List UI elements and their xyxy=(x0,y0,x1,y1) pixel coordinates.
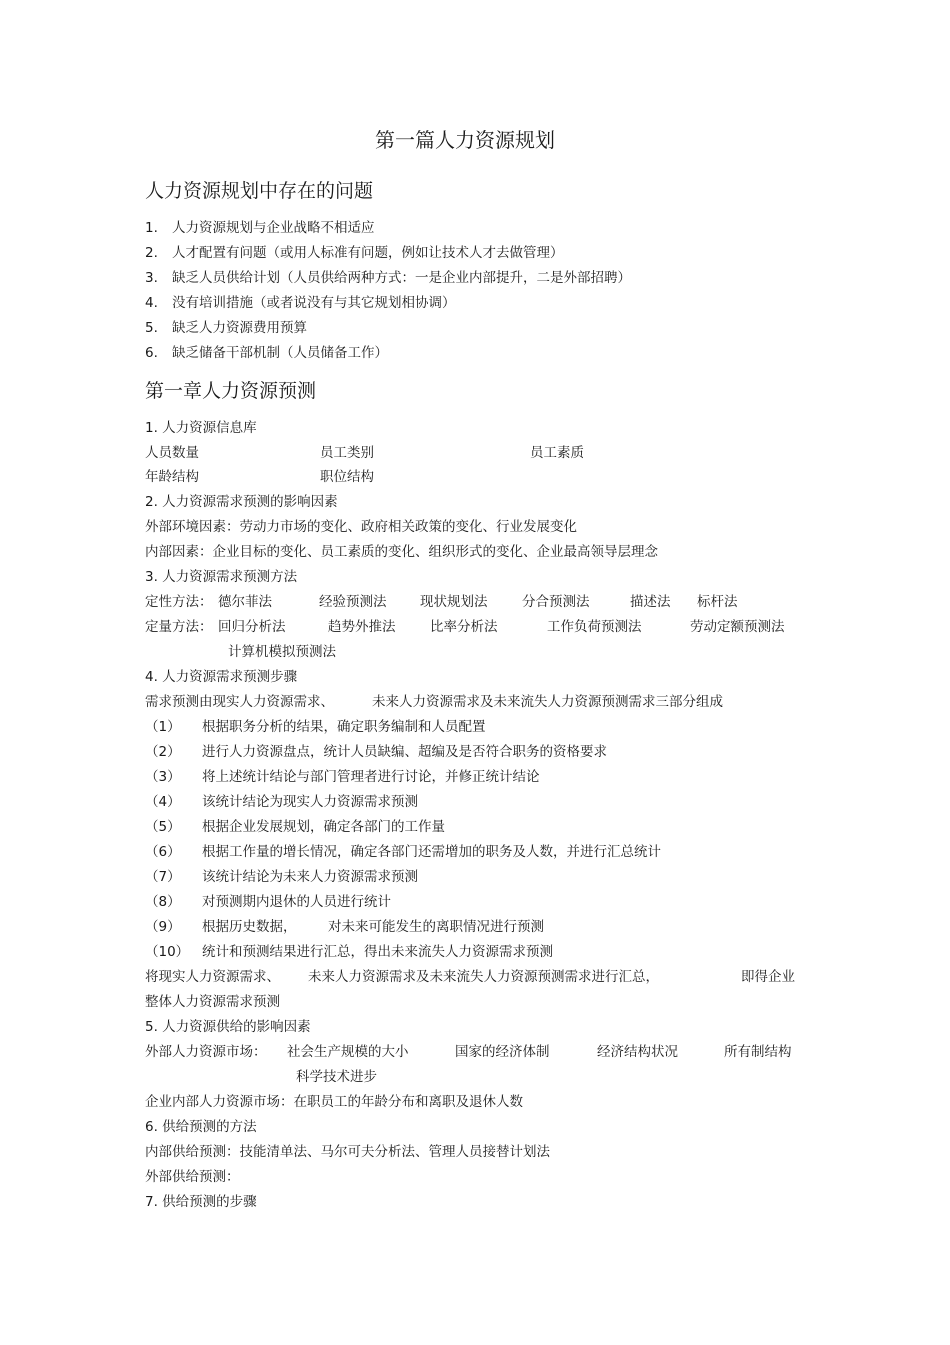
step-item xyxy=(145,892,391,912)
list-text: 缺乏储备干部机制（人员储备工作） xyxy=(172,345,388,361)
step-item xyxy=(145,867,418,887)
factor-label: 外部人力资源市场： xyxy=(145,1044,267,1060)
method-item: 分合预测法 xyxy=(522,594,590,610)
list-item xyxy=(145,293,456,313)
info-field: 员工类别 xyxy=(320,445,374,461)
step-item xyxy=(145,717,486,737)
list-item xyxy=(145,343,388,363)
subsection-title: 4. 人力资源需求预测步骤 xyxy=(145,669,298,685)
step-number: （5） xyxy=(145,819,181,835)
method-item: 现状规划法 xyxy=(420,594,488,610)
list-number: 2. xyxy=(145,245,158,261)
method-item: 德尔菲法 xyxy=(218,594,272,610)
factor-item: 所有制结构 xyxy=(724,1044,792,1060)
list-text: 没有培训措施（或者说没有与其它规划相协调） xyxy=(172,295,456,311)
factor-item: 科学技术进步 xyxy=(296,1069,377,1085)
method-item: 计算机模拟预测法 xyxy=(228,644,336,660)
list-text: 缺乏人力资源费用预算 xyxy=(172,320,307,336)
paragraph: 企业内部人力资源市场：在职员工的年龄分布和离职及退休人数 xyxy=(145,1094,523,1110)
subsection-title: 5. 人力资源供给的影响因素 xyxy=(145,1019,311,1035)
method-item: 标杆法 xyxy=(697,594,738,610)
step-number: （4） xyxy=(145,794,181,810)
list-number: 1. xyxy=(145,220,158,236)
method-label: 定量方法： xyxy=(145,619,213,635)
step-item xyxy=(145,842,661,862)
step-item xyxy=(145,917,297,937)
list-item xyxy=(145,318,307,338)
section-heading-problems: 人力资源规划中存在的问题 xyxy=(145,180,374,202)
step-number: （3） xyxy=(145,769,181,785)
step-number: （6） xyxy=(145,844,181,860)
method-item: 描述法 xyxy=(630,594,671,610)
factor-item: 国家的经济体制 xyxy=(455,1044,550,1060)
subsection-title: 1. 人力资源信息库 xyxy=(145,420,257,436)
method-label: 定性方法： xyxy=(145,594,213,610)
paragraph: 需求预测由现实人力资源需求、 xyxy=(145,694,334,710)
paragraph: 将现实人力资源需求、 xyxy=(145,969,280,985)
paragraph: 内部因素：企业目标的变化、员工素质的变化、组织形式的变化、企业最高领导层理念 xyxy=(145,544,658,560)
info-field: 职位结构 xyxy=(320,469,374,485)
list-number: 6. xyxy=(145,345,158,361)
method-item: 劳动定额预测法 xyxy=(690,619,785,635)
document-title: 第一篇人力资源规划 xyxy=(375,128,555,152)
subsection-title: 7. 供给预测的步骤 xyxy=(145,1194,257,1210)
method-item: 经验预测法 xyxy=(319,594,387,610)
paragraph: 整体人力资源需求预测 xyxy=(145,994,280,1010)
step-text: 将上述统计结论与部门管理者进行讨论，并修正统计结论 xyxy=(202,769,540,785)
step-item xyxy=(145,742,607,762)
info-field: 员工素质 xyxy=(530,445,584,461)
step-text-continued: 对未来可能发生的离职情况进行预测 xyxy=(328,919,544,935)
subsection-title: 3. 人力资源需求预测方法 xyxy=(145,569,298,585)
list-number: 5. xyxy=(145,320,158,336)
step-number: （9） xyxy=(145,919,181,935)
step-item xyxy=(145,942,553,962)
step-number: （8） xyxy=(145,894,181,910)
step-text: 该统计结论为现实人力资源需求预测 xyxy=(202,794,418,810)
step-text: 进行人力资源盘点，统计人员缺编、超编及是否符合职务的资格要求 xyxy=(202,744,607,760)
step-text: 根据职务分析的结果，确定职务编制和人员配置 xyxy=(202,719,486,735)
step-text: 统计和预测结果进行汇总，得出未来流失人力资源需求预测 xyxy=(202,944,553,960)
step-item xyxy=(145,767,540,787)
paragraph: 内部供给预测：技能清单法、马尔可夫分析法、管理人员接替计划法 xyxy=(145,1144,550,1160)
list-item xyxy=(145,268,631,288)
step-item xyxy=(145,792,418,812)
method-item: 趋势外推法 xyxy=(328,619,396,635)
step-text: 根据企业发展规划，确定各部门的工作量 xyxy=(202,819,445,835)
list-item xyxy=(145,243,564,263)
factor-item: 经济结构状况 xyxy=(597,1044,678,1060)
list-text: 人力资源规划与企业战略不相适应 xyxy=(172,220,375,236)
paragraph: 即得企业 xyxy=(741,969,795,985)
step-number: （1） xyxy=(145,719,181,735)
step-number: （10） xyxy=(145,944,190,960)
list-number: 4. xyxy=(145,295,158,311)
step-text: 根据工作量的增长情况，确定各部门还需增加的职务及人数，并进行汇总统计 xyxy=(202,844,661,860)
subsection-title: 6. 供给预测的方法 xyxy=(145,1119,257,1135)
paragraph: 外部供给预测： xyxy=(145,1169,240,1185)
step-number: （2） xyxy=(145,744,181,760)
step-text: 对预测期内退休的人员进行统计 xyxy=(202,894,391,910)
method-item: 工作负荷预测法 xyxy=(547,619,642,635)
method-item: 回归分析法 xyxy=(218,619,286,635)
list-number: 3. xyxy=(145,270,158,286)
factor-item: 社会生产规模的大小 xyxy=(287,1044,409,1060)
step-text: 该统计结论为未来人力资源需求预测 xyxy=(202,869,418,885)
list-item xyxy=(145,218,375,238)
info-field: 年龄结构 xyxy=(145,469,199,485)
step-item xyxy=(145,817,445,837)
chapter-heading: 第一章人力资源预测 xyxy=(145,380,317,402)
step-text: 根据历史数据， xyxy=(202,919,297,935)
paragraph: 未来人力资源需求及未来流失人力资源预测需求三部分组成 xyxy=(372,694,723,710)
list-text: 缺乏人员供给计划（人员供给两种方式：一是企业内部提升，二是外部招聘） xyxy=(172,270,631,286)
method-item: 比率分析法 xyxy=(430,619,498,635)
paragraph: 未来人力资源需求及未来流失人力资源预测需求进行汇总， xyxy=(308,969,659,985)
step-number: （7） xyxy=(145,869,181,885)
paragraph: 外部环境因素：劳动力市场的变化、政府相关政策的变化、行业发展变化 xyxy=(145,519,577,535)
list-text: 人才配置有问题（或用人标准有问题，例如让技术人才去做管理） xyxy=(172,245,564,261)
info-field: 人员数量 xyxy=(145,445,199,461)
subsection-title: 2. 人力资源需求预测的影响因素 xyxy=(145,494,338,510)
